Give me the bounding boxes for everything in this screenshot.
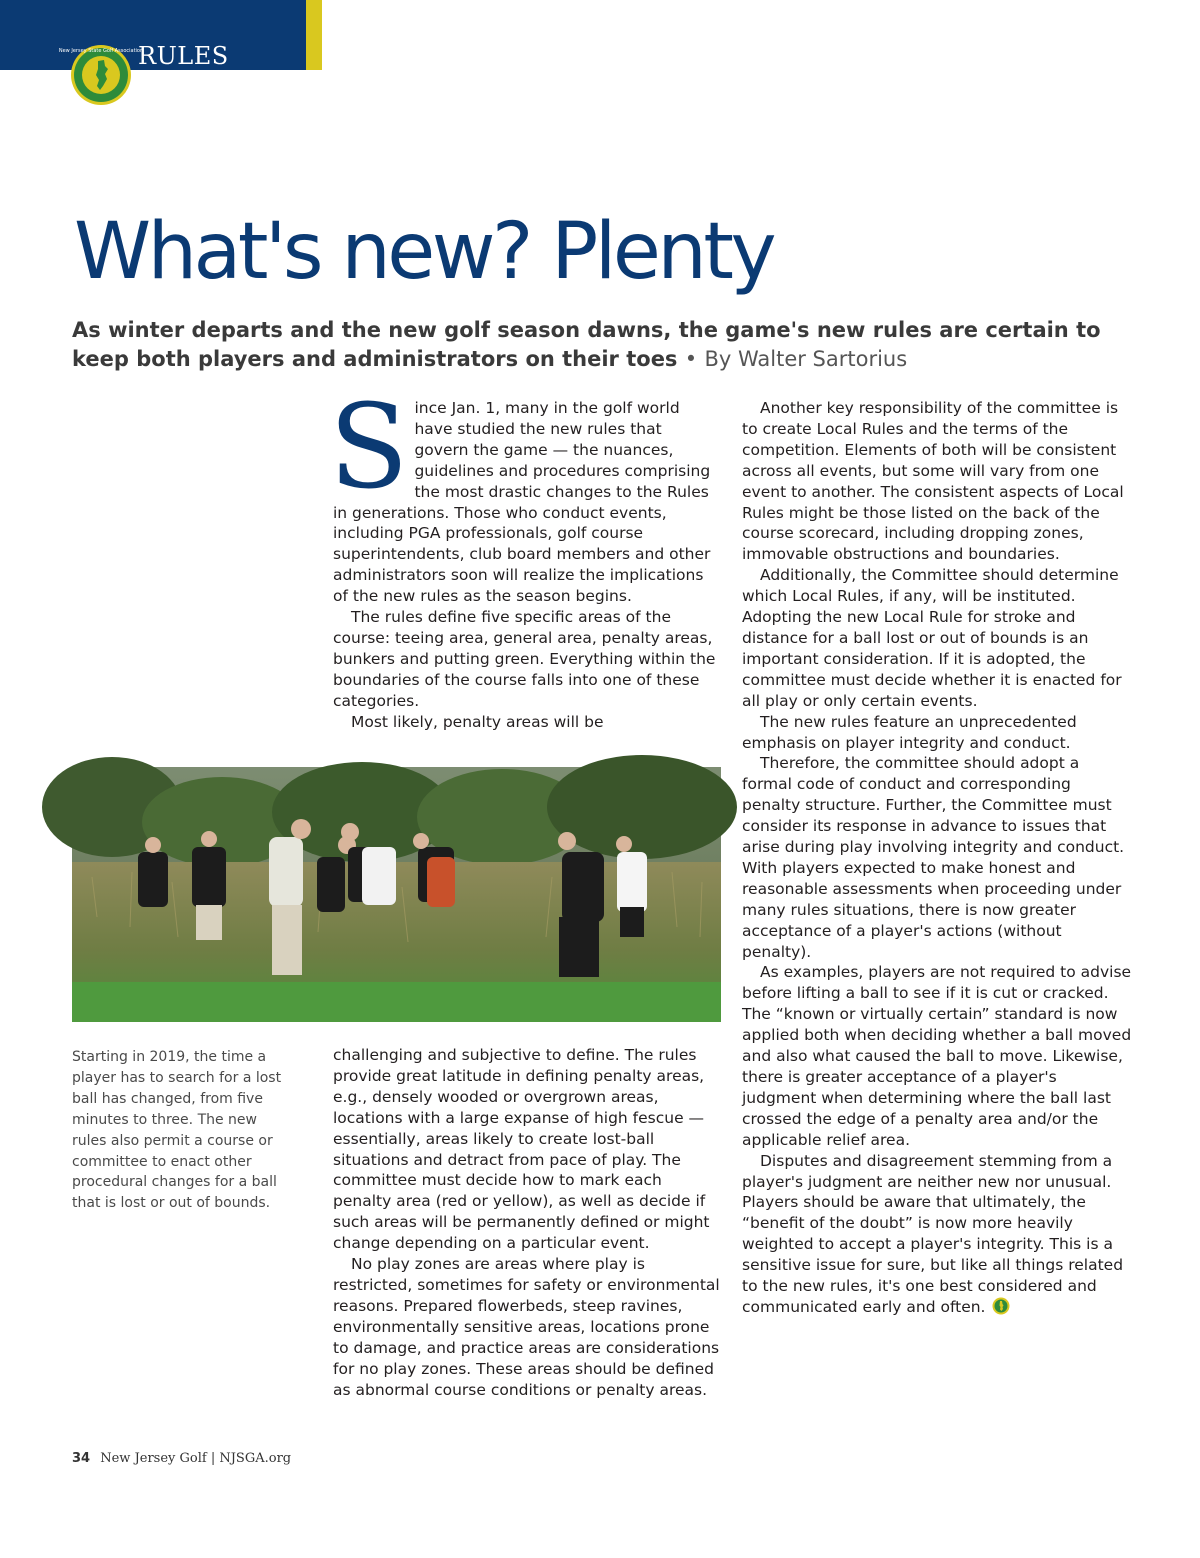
paragraph: As examples, players are not required to advise before lifting a ball to see if it is cut or cracked. The “known or virtually certain” standard is now applied both when deciding whether a ball moved and also what caused the ball to move. Likewise, there is greater acceptance of a player's judgment when determining where the ball last crossed the edge of a penalty area and/or the applicable relief area. xyxy=(742,963,1132,1149)
photo-caption: Starting in 2019, the time a player has to search for a lost ball has changed, from five minutes to three. The new rules also permit a course or committee to enact other procedural changes for a ball that is lost or out of bounds. xyxy=(72,1049,282,1212)
paragraph: Therefore, the committee should adopt a formal code of conduct and corresponding penalty structure. Further, the Committee must consider its response in advance to issues that arise during play involving integrity and conduct. With players expected to make honest and reasonable assessments when proceeding under many rules situations, there is now greater acceptance of a player's actions (without penalty). xyxy=(742,754,1125,961)
paragraph: The new rules feature an unprecedented emphasis on player integrity and conduct. xyxy=(742,712,1077,752)
article-column-1-top xyxy=(329,380,720,733)
paragraph: Another key responsibility of the committee is to create Local Rules and the terms of the competition. Elements of both will be consistent across all events, but some will vary from one event to another. The consistent aspects of Local Rules might be those listed on the back of the course scorecard, including dropping zones, immovable obstructions and boundaries. xyxy=(742,399,1124,564)
page-footer xyxy=(72,1451,291,1466)
paragraph-text: ince Jan. 1, many in the golf world have studied the new rules that govern the game — the nuances, guidelines and procedures comprising the most drastic changes to the Rules in generations. Those who conduct events, including PGA professionals, golf course superintendents, club board members and other administrators soon will realize the implications of the new rules as the season begins. xyxy=(333,399,711,606)
paragraph xyxy=(329,380,720,607)
paragraph: No play zones are areas where play is restricted, sometimes for safety or environmental reasons. Prepared flowerbeds, steep ravines, environmentally sensitive areas, locations prone to damage, and practice areas are considerations for no play zones. These areas should be defined as abnormal course conditions or penalty areas. xyxy=(333,1255,720,1399)
logo-lettering: New Jersey State Golf Association xyxy=(58,48,144,54)
article-column-1-bottom xyxy=(333,1045,720,1400)
njsga-logo-icon xyxy=(58,44,144,106)
end-of-article-icon xyxy=(992,1297,1010,1315)
publication-name: New Jersey Golf | NJSGA.org xyxy=(100,1451,292,1466)
byline: By Walter Sartorius xyxy=(704,347,908,371)
paragraph: challenging and subjective to define. The rules provide great latitude in defining penalty areas, e.g., densely wooded or overgrown areas, locations with a large expanse of high fescue — essentially, areas likely to create lost-ball situations and detract from pace of play. The committee must decide how to mark each penalty area (red or yellow), as well as decide if such areas will be permanently defined or might change depending on a particular event. xyxy=(333,1046,710,1253)
header-accent-stripe xyxy=(306,0,322,70)
dropcap: S xyxy=(329,380,409,515)
paragraph-text: Disputes and disagreement stemming from a player's judgment are neither new nor unusual. Players should be aware that ultimately, the “benefit of the doubt” is now more heavily weighted to accept a player's integrity. This is a sensitive issue for sure, but like all things related to the new rules, it's one best considered and communicated early and often. xyxy=(742,1151,1124,1316)
deck-separator: • xyxy=(684,347,698,371)
golfers-searching-photo xyxy=(72,767,721,1022)
paragraph: Most likely, penalty areas will be xyxy=(351,712,604,731)
section-label: RULES xyxy=(138,42,229,70)
paragraph: The rules define five specific areas of the course: teeing area, general area, penalty areas, bunkers and putting green. Everything within the boundaries of the course falls into one of these categories. xyxy=(333,608,716,710)
article-title: What's new? Plenty xyxy=(74,207,774,297)
page-number: 34 xyxy=(72,1451,91,1466)
deck-text: As winter departs and the new golf season dawns, the game's new rules are certain to keep both players and administrators on their toes xyxy=(72,318,1101,371)
article-deck xyxy=(72,316,1142,374)
paragraph xyxy=(742,1151,1134,1318)
article-column-2 xyxy=(742,398,1134,1318)
paragraph: Additionally, the Committee should determine which Local Rules, if any, will be instituted. Adopting the new Local Rule for stroke and distance for a ball lost or out of bounds is an important consideration. If it is adopted, the committee must decide whether it is enacted for all play or only certain events. xyxy=(742,566,1122,710)
